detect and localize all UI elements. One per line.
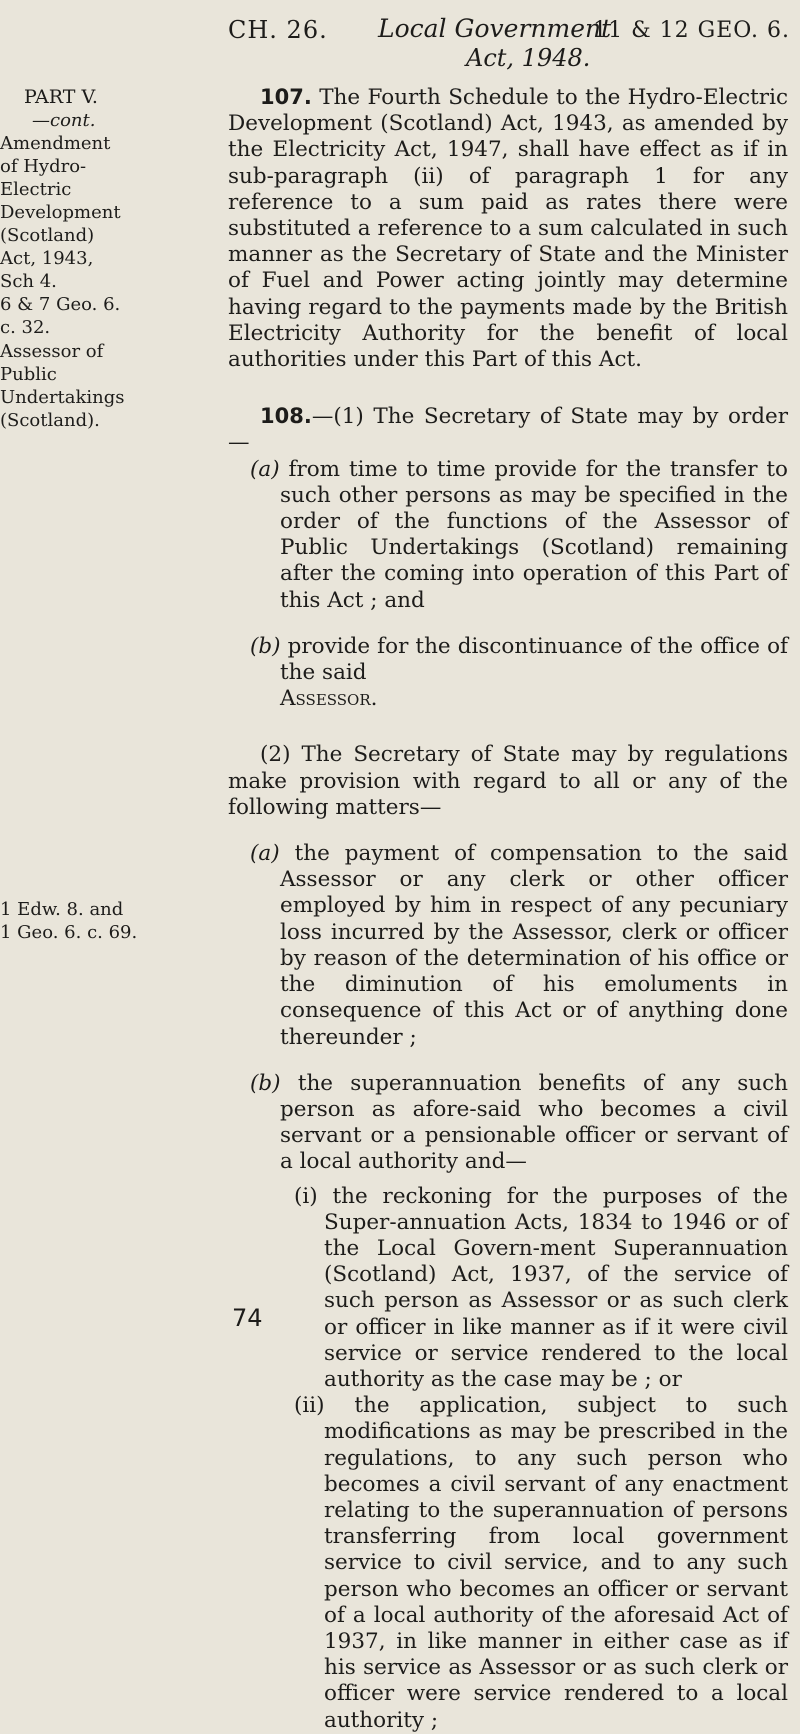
margin-note-amendment — [0, 132, 128, 339]
subparagraph-ii — [228, 1393, 788, 1734]
subsection-2 — [228, 742, 788, 821]
section-number: 108. — [260, 404, 312, 429]
section-number: 107. — [260, 85, 312, 109]
paragraph-text: Assessor. — [280, 686, 378, 712]
section-text: The Fourth Schedule to the Hydro-Electric Development (Scotland) Act, 1943, as amended by the Electricity Act, 1947, shall have effect as if in sub-paragraph (ii) of paragraph 1 for any reference to a sum paid as rates there were substituted a reference to a sum calculated in such manner as the Secretary of State and the Minister of Fuel and Power acting jointly may determine having regard to the payments made by the British Electricity Authority for the benefit of local authorities under this Part of this Act. — [228, 85, 788, 373]
paragraph-2a — [228, 841, 788, 1051]
margin-line: (Scotland) — [0, 225, 95, 246]
margin-line: Public — [0, 364, 57, 385]
paragraph-b — [228, 634, 788, 713]
section-text: —(1) The Secretary of State may by order— — [228, 404, 788, 456]
margin-line: Assessor of — [0, 341, 104, 362]
section-108-intro — [228, 403, 788, 456]
margin-line: c. 32. — [0, 317, 51, 338]
paragraph-label: (a) — [250, 841, 280, 867]
act-year: Act, 1948. — [466, 44, 591, 72]
margin-line: of Hydro- — [0, 156, 87, 177]
margin-line: (Scotland). — [0, 410, 100, 431]
margin-note-part — [0, 86, 128, 132]
paragraph-a — [228, 457, 788, 614]
statute-body — [228, 84, 788, 1734]
margin-line: Act, 1943, — [0, 248, 94, 269]
margin-part-cont: —cont. — [32, 110, 96, 131]
section-107 — [228, 84, 788, 373]
subparagraph-text: the reckoning for the purposes of the Super-annuation Acts, 1834 to 1946 or of the Local Govern-ment Superannuation (Scotland) Act, 1937, of the service of such person as Assessor or as such clerk or officer in like manner as if it were civil service or service rendered to the local authority as the case may be ; or — [324, 1183, 788, 1392]
margin-line: 6 & 7 Geo. 6. — [0, 294, 121, 315]
chapter-number: CH. 26. — [228, 16, 328, 44]
running-header — [228, 8, 790, 72]
subparagraph-text: the application, subject to such modifications as may be prescribed in the regulations, to any such person who becomes a civil servant of any enactment relating to the superannuation of persons transferring from local government service to civil service, and to any such person who becomes an officer or servant of a local authority of the aforesaid Act of 1937, in like manner in either case as if his service as Assessor or as such clerk or officer were service rendered to a local authority ; — [324, 1393, 788, 1733]
paragraph-text: the superannuation benefits of any such person as afore-said who becomes a civil servant or a pensionable officer or servant of a local authority and— — [280, 1070, 788, 1175]
paragraph-text: the payment of compensation to the said Assessor or any clerk or other officer employed by him in respect of any pecuniary loss incurred by the Assessor, clerk or officer by reason of the determination of his office or the diminution of his emoluments in consequence of this Act or of anything done thereunder ; — [280, 841, 789, 1050]
margin-line: 1 Edw. 8. and — [0, 899, 124, 920]
paragraph-text: provide for the discontinuance of the office of the said — [280, 633, 788, 686]
subparagraph-i — [228, 1184, 788, 1394]
margin-line: Electric — [0, 179, 72, 200]
paragraph-label: (b) — [250, 633, 281, 659]
margin-note-assessor — [0, 340, 128, 432]
margin-note-edw — [0, 898, 138, 944]
paragraph-label: (a) — [250, 456, 280, 482]
regnal-year: 11 & 12 GEO. 6. — [593, 18, 790, 43]
margin-line: Sch 4. — [0, 271, 57, 292]
margin-line: Development — [0, 202, 121, 223]
page-number: 74 — [232, 1304, 263, 1332]
paragraph-2b — [228, 1071, 788, 1176]
subparagraph-label: (i) — [294, 1183, 318, 1209]
paragraph-label: (b) — [250, 1070, 281, 1096]
margin-line: 1 Geo. 6. c. 69. — [0, 922, 138, 943]
paragraph-text: from time to time provide for the transfer to such other persons as may be specified in the order of the functions of the Assessor of Public Undertakings (Scotland) remaining after the coming into operation of this Part of this Act ; and — [280, 456, 788, 613]
act-title: Local Government — [378, 14, 612, 43]
subparagraph-label: (ii) — [294, 1393, 325, 1419]
margin-part-title: PART V. — [24, 86, 98, 108]
subsection-text: (2) The Secretary of State may by regulations make provision with regard to all or any of the following matters— — [228, 742, 788, 820]
margin-line: Undertakings — [0, 387, 125, 408]
margin-line: Amendment — [0, 133, 111, 154]
